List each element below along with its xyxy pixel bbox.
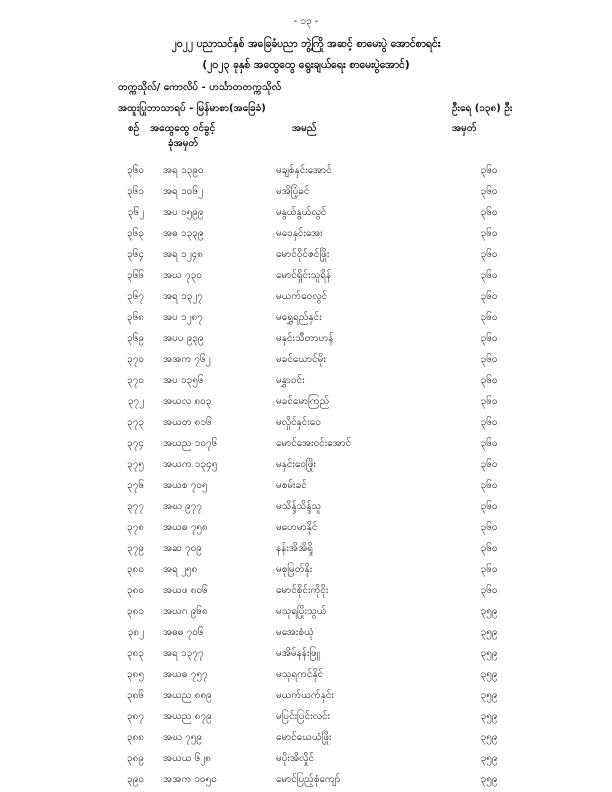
mark-value: ၃၅၉: [480, 690, 498, 701]
student-name: မချစ်နှင်းအောင်: [276, 165, 332, 176]
mark-value: ၃၅၉: [480, 627, 498, 638]
student-name: မနှင်းဝေဖြိုး: [276, 459, 316, 470]
roll-number: အယစ ၇၀၅: [163, 480, 208, 491]
table-row: [0, 268, 612, 282]
mark-value: ၃၆၀: [480, 333, 498, 344]
table-row: [0, 499, 612, 513]
row-number: ၃၆၈: [127, 312, 144, 323]
roll-number: အရ ၁၀၆၂: [163, 186, 203, 197]
row-number: ၃၈၁: [127, 606, 144, 617]
student-name: မအိပြံ့ခင်: [276, 186, 310, 197]
roll-number: အရ ၁၃၉၀: [163, 165, 204, 176]
student-name: မသိန္ဒ်သိန္ဒ်သူ: [276, 501, 322, 512]
row-number: ၃၆၉: [127, 333, 144, 344]
row-number: ၃၇၈: [127, 522, 144, 533]
header-name: အမည်: [292, 123, 317, 134]
row-number: ၃၆၆: [127, 270, 144, 281]
roll-number: အပ ၁၃၅၆: [163, 375, 204, 386]
mark-value: ၃၅၉: [480, 669, 498, 680]
document-title: ၂၀၂၂ ပညာသင်နှစ် အခြေခံပညာ ဘွဲ့ကြို အဆင့် စာမေးပွဲ အောင်စာရင်း: [171, 38, 441, 50]
table-row: [0, 205, 612, 219]
row-number: ၃၆၃: [127, 228, 144, 239]
table-row: [0, 310, 612, 324]
table-row: [0, 730, 612, 744]
roll-number: အအက ၇၆၂: [163, 354, 211, 365]
student-name: မခင်ယောင်မိုး: [276, 354, 326, 365]
roll-number: အရ ၂၅၈: [163, 564, 198, 575]
student-name: မနှင်းသီတာဟန်: [276, 333, 334, 344]
student-name: မစမ်းခင်: [276, 480, 307, 491]
header-roll-line2: ခုံအမှတ်: [168, 138, 199, 149]
row-number: ၃၇၆: [127, 480, 144, 491]
row-number: ၃၈၂: [127, 627, 144, 638]
student-name: မောင်စိုင်းကိုငိုး: [276, 585, 329, 596]
mark-value: ၃၆၀: [480, 543, 498, 554]
roll-number: အဃ ၉၇၇: [163, 501, 202, 512]
table-row: [0, 415, 612, 429]
student-name: မလှိုင်နှင်းဝေ: [276, 417, 321, 428]
student-name: မသုရပြိုးသွယ်: [276, 606, 327, 617]
student-name: မနွယ်နွယ်လွင်: [276, 207, 327, 218]
row-number: ၃၆၄: [127, 249, 144, 260]
roll-number: အယည ၈၇၉: [163, 711, 212, 722]
student-name: မောင်ပြည့်စုံကျော်: [276, 774, 341, 785]
mark-value: ၃၆၀: [480, 459, 498, 470]
document-subtitle: (၂၀၂၃ ခုနှစ် အထွေထွေ ရွေးချယ်ရေး စာမေးပွဲအောင်): [202, 59, 410, 71]
roll-number: အအက ၁၀၅၀: [163, 774, 217, 785]
mark-value: ၃၆၀: [480, 207, 498, 218]
mark-value: ၃၆၀: [480, 396, 498, 407]
student-name: မောင်ယေယံဖြိုး: [276, 732, 332, 743]
mark-value: ၃၅၉: [480, 774, 498, 785]
table-row: [0, 625, 612, 639]
row-number: ၃၉၀: [127, 774, 144, 785]
row-number: ၃၈၇: [127, 711, 144, 722]
mark-value: ၃၆၀: [480, 186, 498, 197]
roll-number: အယလ ၈၀၃: [163, 396, 212, 407]
row-number: ၃၈၃: [127, 648, 144, 659]
row-number: ၃၇၂: [127, 396, 144, 407]
table-row: [0, 646, 612, 660]
table-row: [0, 373, 612, 387]
row-number: ၃၈၈: [126, 732, 144, 743]
student-name: မယက်ယက်နှင်း: [276, 690, 334, 701]
row-number: ၃၇၀: [127, 354, 144, 365]
row-number: ၃၇၃: [127, 417, 144, 428]
roll-number: အယဖ ၈၀၆: [163, 585, 208, 596]
row-number: ၃၈၀: [127, 585, 144, 596]
student-name: မဟေမာနိုင်: [276, 522, 318, 533]
table-row: [0, 457, 612, 471]
table-row: [0, 289, 612, 303]
page-number: - ၁၃ -: [293, 16, 319, 27]
table-row: [0, 394, 612, 408]
student-name: မပြင်းပြင်းလင်း: [276, 711, 331, 722]
table-row: [0, 520, 612, 534]
roll-number: အယက ၁၃၄၅: [163, 459, 218, 470]
mark-value: ၃၅၉: [480, 648, 498, 659]
mark-value: ၃၆၀: [480, 291, 498, 302]
mark-value: ၃၆၀: [480, 438, 498, 449]
table-row: [0, 331, 612, 345]
mark-value: ၃၆၀: [480, 165, 498, 176]
roll-number: အယဓ ၇၅၇: [163, 669, 208, 680]
mark-value: ၃၆၀: [480, 501, 498, 512]
header-no: စဉ်: [128, 123, 140, 134]
student-name: မောင်ဝိုင်ဇင်ဖြိုး: [276, 249, 330, 260]
row-number: ၃၇၉: [127, 543, 144, 554]
student-name: မပိုးအိလှိုင်: [276, 753, 315, 764]
roll-number: အယည ၁၀၇၆: [163, 438, 218, 449]
row-number: ၃၇၄: [127, 438, 144, 449]
table-row: [0, 583, 612, 597]
roll-number: အပ ၁၂၈၇: [163, 312, 203, 323]
mark-value: ၃၆၀: [480, 480, 498, 491]
row-number: ၃၈၆: [127, 690, 144, 701]
student-name: မအေးစံယုံ: [276, 627, 314, 638]
mark-value: ၃၆၀: [480, 312, 498, 323]
table-row: [0, 709, 612, 723]
student-name: မောင်ရှိုင်းသူရိန်: [276, 270, 332, 281]
roll-number: အဓဓ ၇၀၆: [163, 627, 204, 638]
mark-value: ၃၆၀: [480, 585, 498, 596]
mark-value: ၃၆၀: [480, 417, 498, 428]
student-name: မယက်ဝေလွင်: [276, 291, 328, 302]
table-row: [0, 541, 612, 555]
row-number: ၃၆၀: [127, 165, 144, 176]
mark-value: ၃၆၀: [480, 375, 498, 386]
table-row: [0, 751, 612, 765]
mark-value: ၃၅၉: [480, 732, 498, 743]
roll-number: အယည ၈၈၉: [163, 690, 212, 701]
row-number: ၃၇၇: [127, 501, 144, 512]
roll-number: အဃ ၇၅၉: [163, 732, 202, 743]
roll-number: အယဂ ၉၆၈: [163, 606, 208, 617]
table-row: [0, 478, 612, 492]
roll-number: အယဓ ၇၅၈: [163, 522, 208, 533]
student-name: မနွှာဝင်း: [276, 375, 305, 386]
table-row: [0, 772, 612, 786]
student-name: နန်းအိအိရှို: [276, 543, 313, 554]
roll-number: အရ ၁၃၂၇: [163, 291, 203, 302]
header-mark: အမှတ်: [452, 123, 477, 134]
table-row: [0, 163, 612, 177]
row-number: ၃၆၁: [127, 186, 144, 197]
table-row: [0, 247, 612, 261]
table-row: [0, 226, 612, 240]
table-row: [0, 604, 612, 618]
roll-number: အဆ ၇၀၉: [163, 543, 202, 554]
mark-value: ၃၅၉: [480, 606, 498, 617]
count-label: ဦးရေ (၁၃၈) ဦး: [452, 103, 513, 114]
row-number: ၃၆၇: [127, 291, 144, 302]
roll-number: အယ ၇၃၀: [163, 270, 202, 281]
table-row: [0, 184, 612, 198]
row-number: ၃၈၀: [127, 564, 144, 575]
student-name: မရွှေရည်နှင်း: [276, 312, 322, 323]
student-name: မောင်အေးဝင်းအောင်: [276, 438, 352, 449]
mark-value: ၃၆၀: [480, 564, 498, 575]
table-row: [0, 667, 612, 681]
mark-value: ၃၆၀: [480, 228, 498, 239]
row-number: ၃၆၂: [127, 207, 144, 218]
mark-value: ၃၆၀: [480, 270, 498, 281]
row-number: ၃၇၅: [127, 459, 144, 470]
student-name: မသုရကင်နိုင်: [276, 669, 324, 680]
roll-number: အဓ ၁၃၃၉: [163, 228, 204, 239]
roll-number: အယယ ၆၂၈: [163, 753, 212, 764]
roll-number: အပ ၁၅၉၉: [163, 207, 204, 218]
mark-value: ၃၆၀: [480, 354, 498, 365]
mark-value: ၃၆၀: [480, 249, 498, 260]
header-roll: အထွေထွေ ဝင်ခွင့်: [150, 123, 216, 134]
table-row: [0, 436, 612, 450]
subject-line: အထူးပြုဘာသာရပ် - မြန်မာစာ(အခြေခံ): [118, 103, 266, 114]
roll-number: အရ ၁၃၇၇: [163, 648, 204, 659]
student-name: မစုမြတ်နိုး: [276, 564, 313, 575]
table-row: [0, 562, 612, 576]
mark-value: ၃၆၀: [480, 522, 498, 533]
student-name: မအိမ်နန်းဖြူ: [276, 648, 320, 659]
roll-number: အရ ၁၂၄၈: [163, 249, 203, 260]
mark-value: ၃၅၉: [480, 753, 498, 764]
university-line: တက္ကသိုလ်/ ကောလိပ် - ဟင်္သာတတက္ကသိုလ်: [118, 82, 282, 93]
row-number: ၃၈၉: [127, 753, 144, 764]
student-name: မခင်မောကြည်: [276, 396, 330, 407]
row-number: ၃၇၀: [127, 375, 144, 386]
student-name: မဝေနှင်းအေး: [276, 228, 323, 239]
roll-number: အယတ ၈၁၆: [163, 417, 212, 428]
roll-number: အပပ ၉၃၉: [163, 333, 204, 344]
row-number: ၃၈၅: [127, 669, 144, 680]
mark-value: ၃၅၉: [480, 711, 498, 722]
table-row: [0, 688, 612, 702]
table-row: [0, 352, 612, 366]
